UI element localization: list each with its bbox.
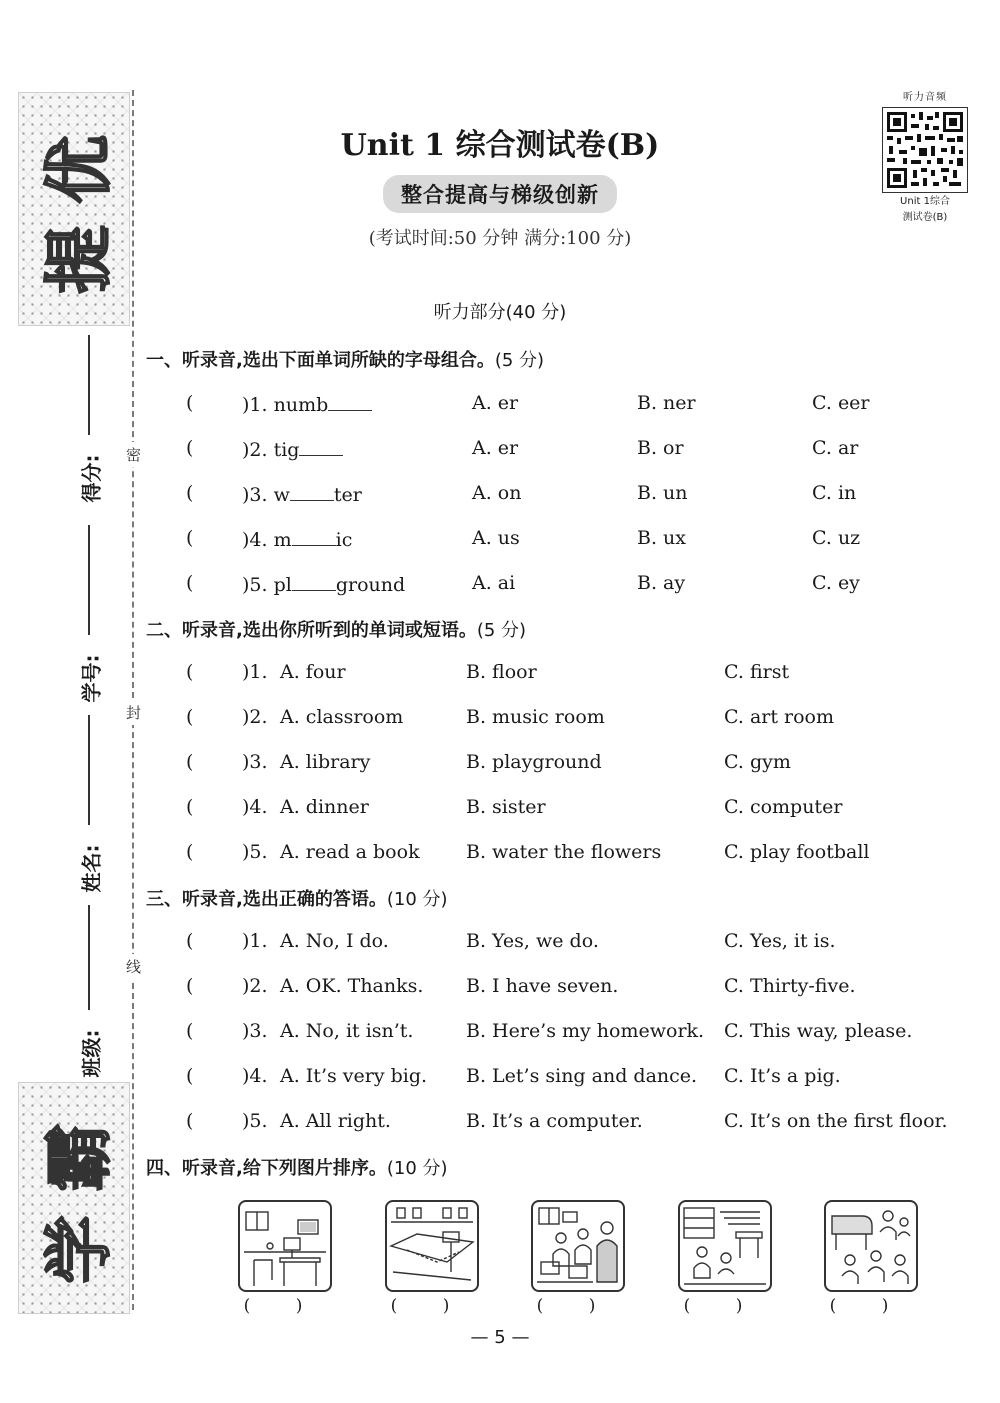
section-3-title	[146, 885, 448, 911]
answer-paren-open[interactable]: (	[186, 482, 194, 504]
page-number: — 5 —	[470, 1327, 530, 1348]
question-number: )2.	[242, 975, 268, 997]
option-c: C. Thirty-five.	[724, 975, 856, 997]
subtitle-badge: 整合提高与梯级创新	[383, 175, 617, 213]
picture-music-room	[824, 1200, 918, 1292]
question-number: )1.	[242, 930, 268, 952]
answer-paren-open[interactable]: (	[186, 706, 194, 728]
picture-gym	[385, 1200, 479, 1292]
answer-paren-open[interactable]: (	[186, 392, 194, 414]
question-row	[0, 796, 1000, 826]
student-number-label: 学号:	[79, 654, 104, 703]
question-row	[0, 392, 1000, 422]
question-row	[0, 930, 1000, 960]
answer-paren-open[interactable]: (	[186, 1110, 194, 1132]
option-b: B. or	[637, 437, 684, 459]
question-row	[0, 661, 1000, 691]
question-number: )4.	[242, 796, 268, 818]
question-row	[0, 572, 1000, 602]
option-c: C. Yes, it is.	[724, 930, 836, 952]
fill-blank	[292, 527, 336, 546]
qr-label: 听力音频	[903, 92, 947, 103]
question-row	[0, 706, 1000, 736]
option-a: A. All right.	[280, 1110, 391, 1132]
question-number: )5.	[242, 841, 268, 863]
qr-caption-line1: Unit 1综合	[900, 196, 950, 207]
listening-part-title: 听力部分(40 分)	[433, 302, 567, 323]
seal-mark-feng: 封	[126, 700, 141, 725]
section-points: (10 分)	[386, 1158, 448, 1179]
question-number: )2.	[242, 706, 268, 728]
option-a: A. read a book	[280, 841, 420, 863]
brand-char: 提	[40, 225, 120, 294]
section-title-text: 二、听录音,选出你所听到的单词或短语。	[146, 620, 477, 641]
option-b: B. playground	[466, 751, 602, 773]
option-b: B. Here’s my homework.	[466, 1020, 705, 1042]
qr-caption-line2: 测试卷(B)	[902, 212, 948, 223]
option-c: C. ar	[812, 437, 859, 459]
option-b: B. water the flowers	[466, 841, 662, 863]
answer-paren-open[interactable]: (	[186, 751, 194, 773]
section-2-title	[146, 616, 526, 642]
answer-paren-open[interactable]: (	[186, 796, 194, 818]
option-b: B. un	[637, 482, 688, 504]
answer-paren-open[interactable]: (	[186, 1065, 194, 1087]
question-row	[0, 841, 1000, 871]
option-a: A. us	[472, 527, 520, 549]
option-a: A. dinner	[280, 796, 369, 818]
option-a: A. It’s very big.	[280, 1065, 428, 1087]
question-number: )2. tig	[242, 437, 343, 461]
option-c: C. It’s on the first floor.	[724, 1110, 948, 1132]
option-c: C. first	[724, 661, 790, 683]
question-row	[0, 527, 1000, 557]
section-1-title	[146, 346, 544, 372]
question-row	[0, 1110, 1000, 1140]
section-points: (5 分)	[476, 620, 527, 641]
answer-paren-open[interactable]: (	[186, 572, 194, 594]
answer-paren-open[interactable]: (	[186, 975, 194, 997]
brand-char: 优	[40, 135, 120, 204]
seal-mark-xian: 线	[126, 954, 141, 979]
question-number: )1.	[242, 661, 268, 683]
option-a: A. classroom	[280, 706, 404, 728]
answer-paren[interactable]: ( )	[390, 1296, 470, 1316]
option-c: C. uz	[812, 527, 861, 549]
question-number: )5. pl ground	[242, 574, 406, 596]
option-c: C. eer	[812, 392, 870, 414]
answer-paren-open[interactable]: (	[186, 437, 194, 459]
subtitle-wrap	[0, 175, 1000, 213]
section-title-text: 三、听录音,选出正确的答语。	[146, 889, 387, 910]
option-a: A. four	[280, 661, 346, 683]
question-number: )3. w ter	[242, 484, 362, 506]
answer-paren-open[interactable]: (	[186, 661, 194, 683]
option-c: C. It’s a pig.	[724, 1065, 841, 1087]
option-a: A. on	[472, 482, 522, 504]
option-b: B. floor	[466, 661, 537, 683]
answer-paren-open[interactable]: (	[186, 1020, 194, 1042]
option-c: C. gym	[724, 751, 791, 773]
answer-paren[interactable]: ( )	[243, 1296, 323, 1316]
option-a: A. No, I do.	[280, 930, 389, 952]
option-c: C. computer	[724, 796, 843, 818]
question-row	[0, 482, 1000, 512]
question-number: )3.	[242, 1020, 268, 1042]
option-b: B. ux	[637, 527, 686, 549]
answer-paren[interactable]: ( )	[536, 1296, 616, 1316]
option-a: A. er	[472, 437, 519, 459]
brand-char: 学	[40, 1215, 120, 1284]
picture-library	[678, 1200, 772, 1292]
option-b: B. music room	[466, 706, 605, 728]
question-row	[0, 1065, 1000, 1095]
option-a: A. OK. Thanks.	[280, 975, 424, 997]
option-c: C. play football	[724, 841, 870, 863]
picture-computer-class	[531, 1200, 625, 1292]
fill-blank	[299, 437, 343, 456]
option-b: B. ay	[637, 572, 686, 594]
section-4-title	[146, 1154, 448, 1180]
option-a: A. er	[472, 392, 519, 414]
qr-code-block[interactable]	[880, 88, 970, 225]
option-c: C. in	[812, 482, 857, 504]
question-number: )3.	[242, 751, 268, 773]
option-b: B. I have seven.	[466, 975, 619, 997]
fill-blank	[292, 572, 336, 591]
answer-paren-open[interactable]: (	[186, 527, 194, 549]
option-b: B. Yes, we do.	[466, 930, 599, 952]
option-a: A. ai	[472, 572, 516, 594]
option-c: C. This way, please.	[724, 1020, 913, 1042]
name-label: 姓名:	[79, 844, 104, 893]
question-row	[0, 975, 1000, 1005]
option-b: B. ner	[637, 392, 696, 414]
option-c: C. ey	[812, 572, 860, 594]
question-number: )4. m ic	[242, 529, 353, 551]
question-number: )4.	[242, 1065, 268, 1087]
question-row	[0, 751, 1000, 781]
question-row	[0, 437, 1000, 467]
fill-blank	[290, 482, 334, 501]
option-a: A. library	[280, 751, 371, 773]
section-points: (5 分)	[494, 350, 545, 371]
answer-paren-open[interactable]: (	[186, 930, 194, 952]
score-label: 得分:	[79, 454, 104, 503]
question-number: )1. numb	[242, 392, 372, 416]
brand-char: 霸	[40, 1123, 120, 1192]
option-c: C. art room	[724, 706, 835, 728]
answer-paren[interactable]: ( )	[829, 1296, 909, 1316]
answer-paren[interactable]: ( )	[683, 1296, 763, 1316]
section-points: (10 分)	[386, 889, 448, 910]
question-number: )5.	[242, 1110, 268, 1132]
option-b: B. Let’s sing and dance.	[466, 1065, 698, 1087]
section-title-text: 四、听录音,给下列图片排序。	[146, 1158, 387, 1179]
answer-paren-open[interactable]: (	[186, 841, 194, 863]
question-row	[0, 1020, 1000, 1050]
class-label: 班级:	[79, 1029, 104, 1078]
exam-info: (考试时间:50 分钟 满分:100 分)	[368, 228, 632, 249]
page-title: Unit 1 综合测试卷(B)	[340, 128, 660, 163]
option-b: B. It’s a computer.	[466, 1110, 643, 1132]
seal-mark-mi: 密	[126, 442, 141, 467]
fill-blank	[328, 392, 372, 411]
section-title-text: 一、听录音,选出下面单词所缺的字母组合。	[146, 350, 495, 371]
picture-computer-room	[238, 1200, 332, 1292]
option-a: A. No, it isn’t.	[280, 1020, 414, 1042]
qr-code-icon[interactable]	[882, 107, 968, 193]
option-b: B. sister	[466, 796, 546, 818]
